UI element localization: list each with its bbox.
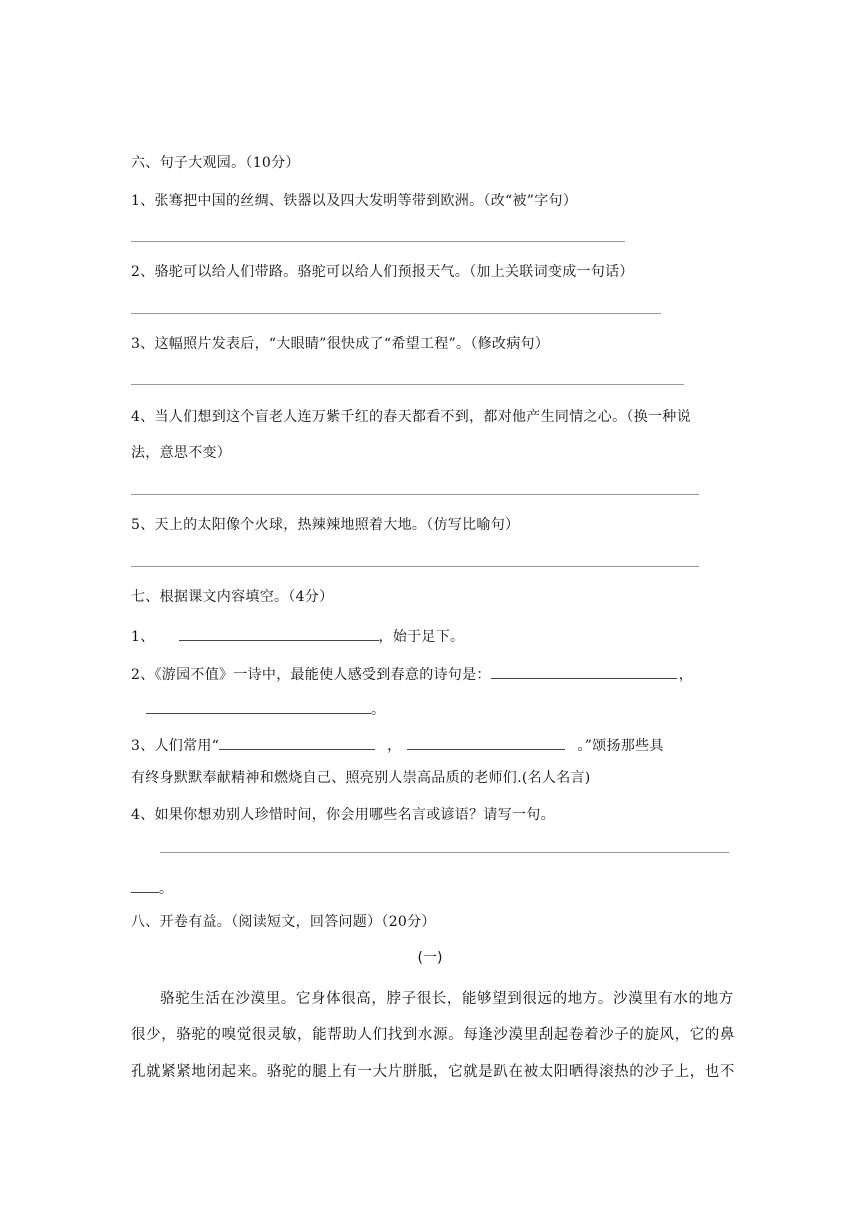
answer-line-6-2[interactable] [131,313,661,314]
reading-part-heading: (一) [417,950,443,966]
question-7-2-end: 。 [371,702,386,718]
section7-title: 七、根据课文内容填空。（4分） [131,589,334,605]
question-6-4-line1: 4、当人们想到这个盲老人连万紫千红的春天都看不到，都对他产生同情之心。（换一种说 [131,409,691,425]
question-6-3: 3、这幅照片发表后，“大眼睛”很快成了“希望工程”。（修改病句） [131,336,550,352]
question-7-2-line2 [146,697,385,720]
fill-blank-7-3a[interactable] [219,733,375,750]
question-6-5: 5、天上的太阳像个火球，热辣辣地照着大地。（仿写比喻句） [131,517,520,533]
answer-line-6-1[interactable] [131,241,625,242]
reading-paragraph-line1: 骆驼生活在沙漠里。它身体很高，脖子很长，能够望到很远的地方。沙漠里有水的地方 [160,991,734,1007]
fill-blank-7-1[interactable] [179,624,379,641]
fill-blank-7-2b[interactable] [146,697,371,714]
question-7-1-tail: ，始于足下。 [378,629,465,645]
question-7-4-end [131,876,173,899]
question-7-2 [131,662,693,685]
question-7-4: 4、如果你想劝别人珍惜时间，你会用哪些名言或谚语？请写一句。 [131,807,555,823]
answer-line-6-5[interactable] [131,566,699,567]
question-6-1: 1、张骞把中国的丝绸、铁器以及四大发明等带到欧洲。（改“被”字句） [131,193,578,209]
question-7-3-head: 3、人们常用“ [131,738,220,754]
section8-title: 八、开卷有益。（阅读短文，回答问题）（20分） [131,914,436,930]
question-7-3-tail: 。”颂扬那些具 [577,738,664,754]
question-7-3-comma: ， [387,738,402,754]
answer-line-7-4[interactable] [160,852,729,853]
question-7-1-number: 1、 [131,629,155,645]
answer-line-7-4-tail[interactable] [131,876,159,893]
question-6-2: 2、骆驼可以给人们带路。骆驼可以给人们预报天气。（加上关联词变成一句话） [131,264,634,280]
question-7-3-line2: 有终身默默奉献精神和燃烧自己、照亮别人崇高品质的老师们.(名人名言) [131,770,591,786]
question-6-4-line2: 法，意思不变） [131,445,232,461]
answer-line-6-4[interactable] [131,494,699,495]
fill-blank-7-3b[interactable] [407,733,565,750]
question-7-3 [131,733,664,756]
answer-line-6-3[interactable] [131,384,684,385]
section6-title: 六、句子大观园。（10分） [131,155,300,171]
question-7-2-comma: ， [678,667,694,683]
reading-paragraph-line3: 孔就紧紧地闭起来。骆驼的腿上有一大片胼胝，它就是趴在被太阳晒得滚热的沙子上，也不 [131,1064,735,1080]
question-7-1 [131,624,464,647]
question-7-4-period: 。 [159,881,174,897]
reading-paragraph-line2: 很少，骆驼的嗅觉很灵敏，能帮助人们找到水源。每逢沙漠里刮起卷着沙子的旋风，它的鼻 [131,1027,735,1043]
fill-blank-7-2a[interactable] [491,662,677,679]
question-7-2-text: 2、《游园不值》一诗中，最能使人感受到春意的诗句是： [131,667,491,683]
